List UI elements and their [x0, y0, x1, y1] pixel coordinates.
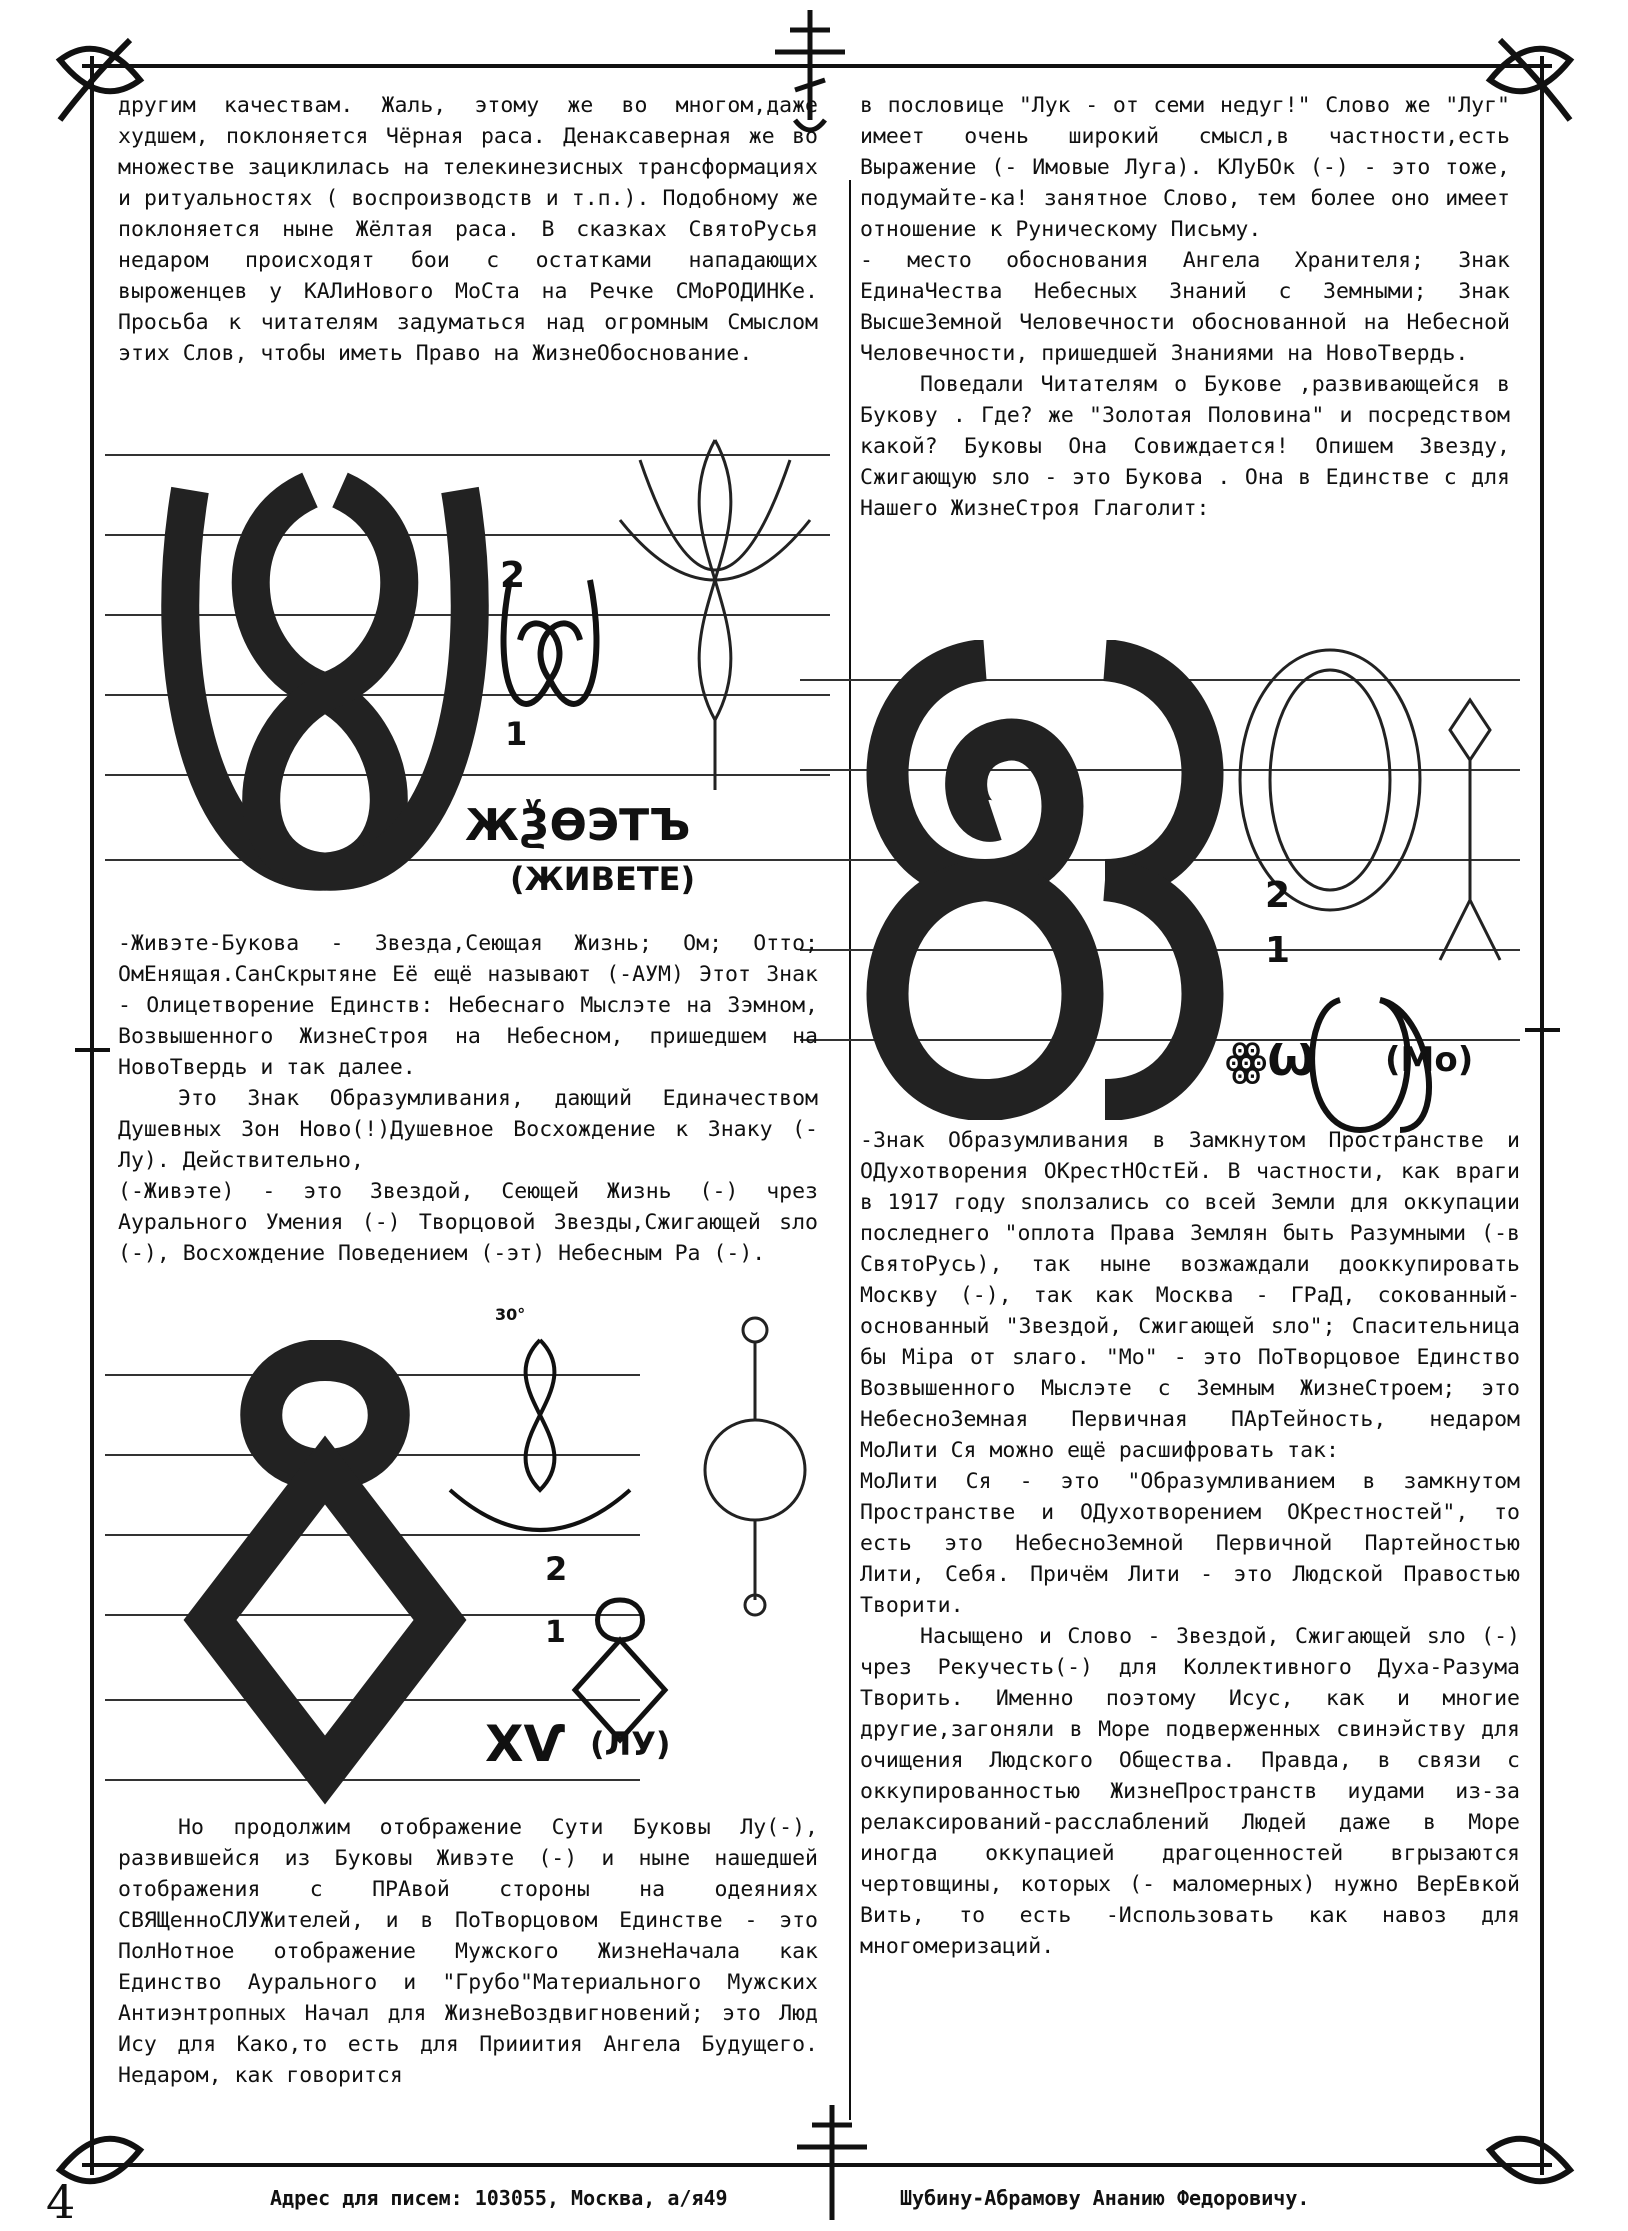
- lu-sketch: [430, 1330, 650, 1600]
- numeral-one-mo: 1: [1265, 930, 1291, 971]
- right-para-5: Насыщено и Слово - Звездой, Сжигающей sлo (-) чрез Рекучесть(-) для Коллективного Духа-Разума Творить. Именно поэтому Исус, как и многие другие,загоняли в Море подверженных свинэйству для очищения Людского Общества. Правда, в связи с оккупированностью ЖизнеПространств иудами из-за релаксирований-расслаблений Людей даже в Море иногда оккупацией драгоценностей вгрызаются чертовщины, которых (- маломерных) нужно ВерЕвкой Вить, то есть -Использовать как навоз для многомеризаций.: [860, 1624, 1520, 1959]
- lu-word-label: (ЛУ): [590, 1725, 671, 1763]
- footer-address: Адрес для писем: 103055, Москва, а/я49: [270, 2186, 728, 2210]
- numeral-two-mo: 2: [1265, 875, 1291, 916]
- lu-glyph-large: [180, 1340, 470, 1840]
- numeral-one-lu: 1: [545, 1615, 566, 1650]
- mo-runes: ꙮѠ: [1225, 1035, 1316, 1086]
- zhivete-energy-figure: [600, 420, 830, 800]
- right-top-paragraph: в пословице "Лук - от семи недуг!" Слово же "Луг" имеет очень широкий смысл,в частности,есть Выражение (- Имовые Луга). КЛуБОк (-) - это тоже, подумайте-ка! занятное Слово, тем более оно имеет отношение к Руническому Письму. - место обоснования Ангела Хранителя; Знак ЕдинаЧества Небесных Знаний с Земными; Знак ВысшеЗемной Человечности обоснованной на Небесной Человечности, пришедшей Знаниями на НовоТвердь. Поведали Читателям о Букове ,развивающейся в Букову . Где? же "Золотая Половина" и посредством какой? Буковы Она Совиждается! Опишем Звезду, Сжигающую sлo - это Букова . Она в Единстве с для Нашего ЖизнеСтроя Глаголит:: [860, 90, 1510, 524]
- left-top-paragraph: другим качествам. Жаль, этому же во многом,даже худшем, поклоняется Чёрная раса. Денаксаверная же во множестве зациклилась на телекинезисных трансформациях и ритуальностях ( воспроизводств и т.п.). Подобному же поклоняется ныне Жёлтая раса. В сказках СвятоРусья недаром происходят бои с остатками нападающих выроженцев у КАЛиНового МоСта на Речке СМоРОДИНКе. Просьба к читателям задуматься над огромным Смыслом этих Слов, чтобы иметь Право на ЖизнеОбоснование.: [118, 93, 818, 366]
- zhivete-description: [118, 928, 818, 1269]
- zhivete-para-1: -Живэте-Букова - Звезда,Сеющая Жизнь; Ом; Отто; ОмЕнящая.СанСкрытяне Её ещё называют (-АУМ) Этот Знак - Олицетворение Единств: Небеснаго Мыслэте на Зэмном, Возвышенного ЖизнеСтроя на Небесном, пришедшем на НовоТвердь и так далее.: [118, 931, 818, 1080]
- mo-description: -Знак Образумливания в Замкнутом Пространстве и ОДухотворения ОКрестНОстЕй. В частности, как враги в 1917 году sползались со всей Земли для оккупации последнего "оплота Права Землян быть Разумными (-в СвятоРусь), так ныне возжаждали дооккупировать Москву (-), так как Москва - ГРаД, сокованный-основанный "Звездой, Сжигающей sлo"; Спасительница бы Міра от sлаго. "Мо" - это ПоТворцовое Единство Возвышенного Мыслэте с Земным ЖизнеСтроем; это НебесноЗемная Первичная ПАрТейность, недаром МоЛити Ся можно ещё расшифровать так: МоЛити Ся - это "Образумливанием в замкнутом Пространстве и ОДухотворением ОКрестностей", то есть это НебесноЗемной Первичной Партейностью Лити, Себя. Причём Лити - это Людской Правостью Творити. Насыщено и Слово - Звездой, Сжигающей sлo (-) чрез Рекучесть(-) для Коллективного Духа-Разума Творить. Именно поэтому Исус, как и многие другие,загоняли в Море подверженных свинэйству для очищения Людского Общества. Правда, в связи с оккупированностью ЖизнеПространств иудами из-за релаксирований-расслаблений Людей даже в Море иногда оккупацией драгоценностей вгрызаются чертовщины, которых (- маломерных) нужно ВерЕвкой Вить, то есть -Использовать как навоз для многомеризаций.: [860, 1125, 1520, 1962]
- cross-icon-left: [75, 1030, 110, 1120]
- zhivete-glyph-large: [160, 470, 490, 910]
- right-para-3: Поведали Читателям о Букове ,развивающейся в Букову . Где? же "Золотая Половина" и посредством какой? Буковы Она Совиждается! Опишем Звезду, Сжигающую sлo - это Букова . Она в Единстве с для Нашего ЖизнеСтроя Глаголит:: [860, 372, 1510, 521]
- footer: [0, 2178, 1628, 2218]
- corner-ornament-br: [1490, 2139, 1570, 2182]
- mo-glyph-large: [835, 640, 1255, 1120]
- page-number: 4: [46, 2175, 76, 2229]
- zhivete-para-2: Это Знак Образумливания, дающий Единачеством Душевных Зон Ново(!)Душевное Восхождение к Знаку (-Лу). Действительно,: [118, 1086, 818, 1173]
- numeral-one: 1: [505, 715, 528, 753]
- zhivete-para-3: (-Живэте) - это Звездой, Сеющей Жизнь (-) чрез Аурального Умения (-) Творцовой Звезды,Сжигающей sлo (-), Восхождение Поведением (-эт) Небесным Ра (-).: [118, 1179, 818, 1266]
- left-bottom-paragraph: Но продолжим отображение Сути Буковы Лу(-), развившейся из Буковы Живэте (-) и ныне нашедшей отображения с ПРАвой стороны на одеяниях СВЯЩенноСЛУЖителей, и в ПоТворцовом Единстве - это ПолНотное отображение Мужского ЖизнеНачала как Единство Аурального и "Грубо"Материального Мужских Антиэнтропных Начал для ЖизнеВоздвигновений; это Люд Ису для Како,то есть для Прииития Ангела Будущего. Недаром, как говорится: [118, 1815, 818, 2088]
- angle-label: 30°: [495, 1305, 526, 1324]
- lu-runes: ХѴ: [485, 1715, 567, 1773]
- numeral-two-lu: 2: [545, 1550, 568, 1588]
- numeral-two: 2: [500, 555, 526, 596]
- right-para-2: - место обоснования Ангела Хранителя; Знак ЕдинаЧества Небесных Знаний с Земными; Знак ВысшеЗемной Человечности обоснованной на Небесной Человечности, пришедшей Знаниями на НовоТвердь.: [860, 248, 1510, 366]
- zhivete-word-label: (ЖИВЕТЕ): [510, 860, 696, 898]
- mo-word-label: (Мо): [1385, 1040, 1474, 1080]
- footer-recipient: Шубину-Абрамову Ананию Федоровичу.: [900, 2186, 1310, 2210]
- cross-icon-right: [1525, 1010, 1560, 1100]
- lu-sun-figure: [670, 1300, 840, 1630]
- zhivete-runes: ЖѮѲЭТЪ: [465, 800, 691, 851]
- molitisya-definition: МоЛити Ся - это "Образумливанием в замкнутом Пространстве и ОДухотворением ОКрестностей", то есть это НебесноЗемной Первичной Партейностью Лити, Себя. Причём Лити - это Людской Правостью Творити.: [860, 1469, 1520, 1618]
- mo-energy-figure: [1230, 640, 1530, 980]
